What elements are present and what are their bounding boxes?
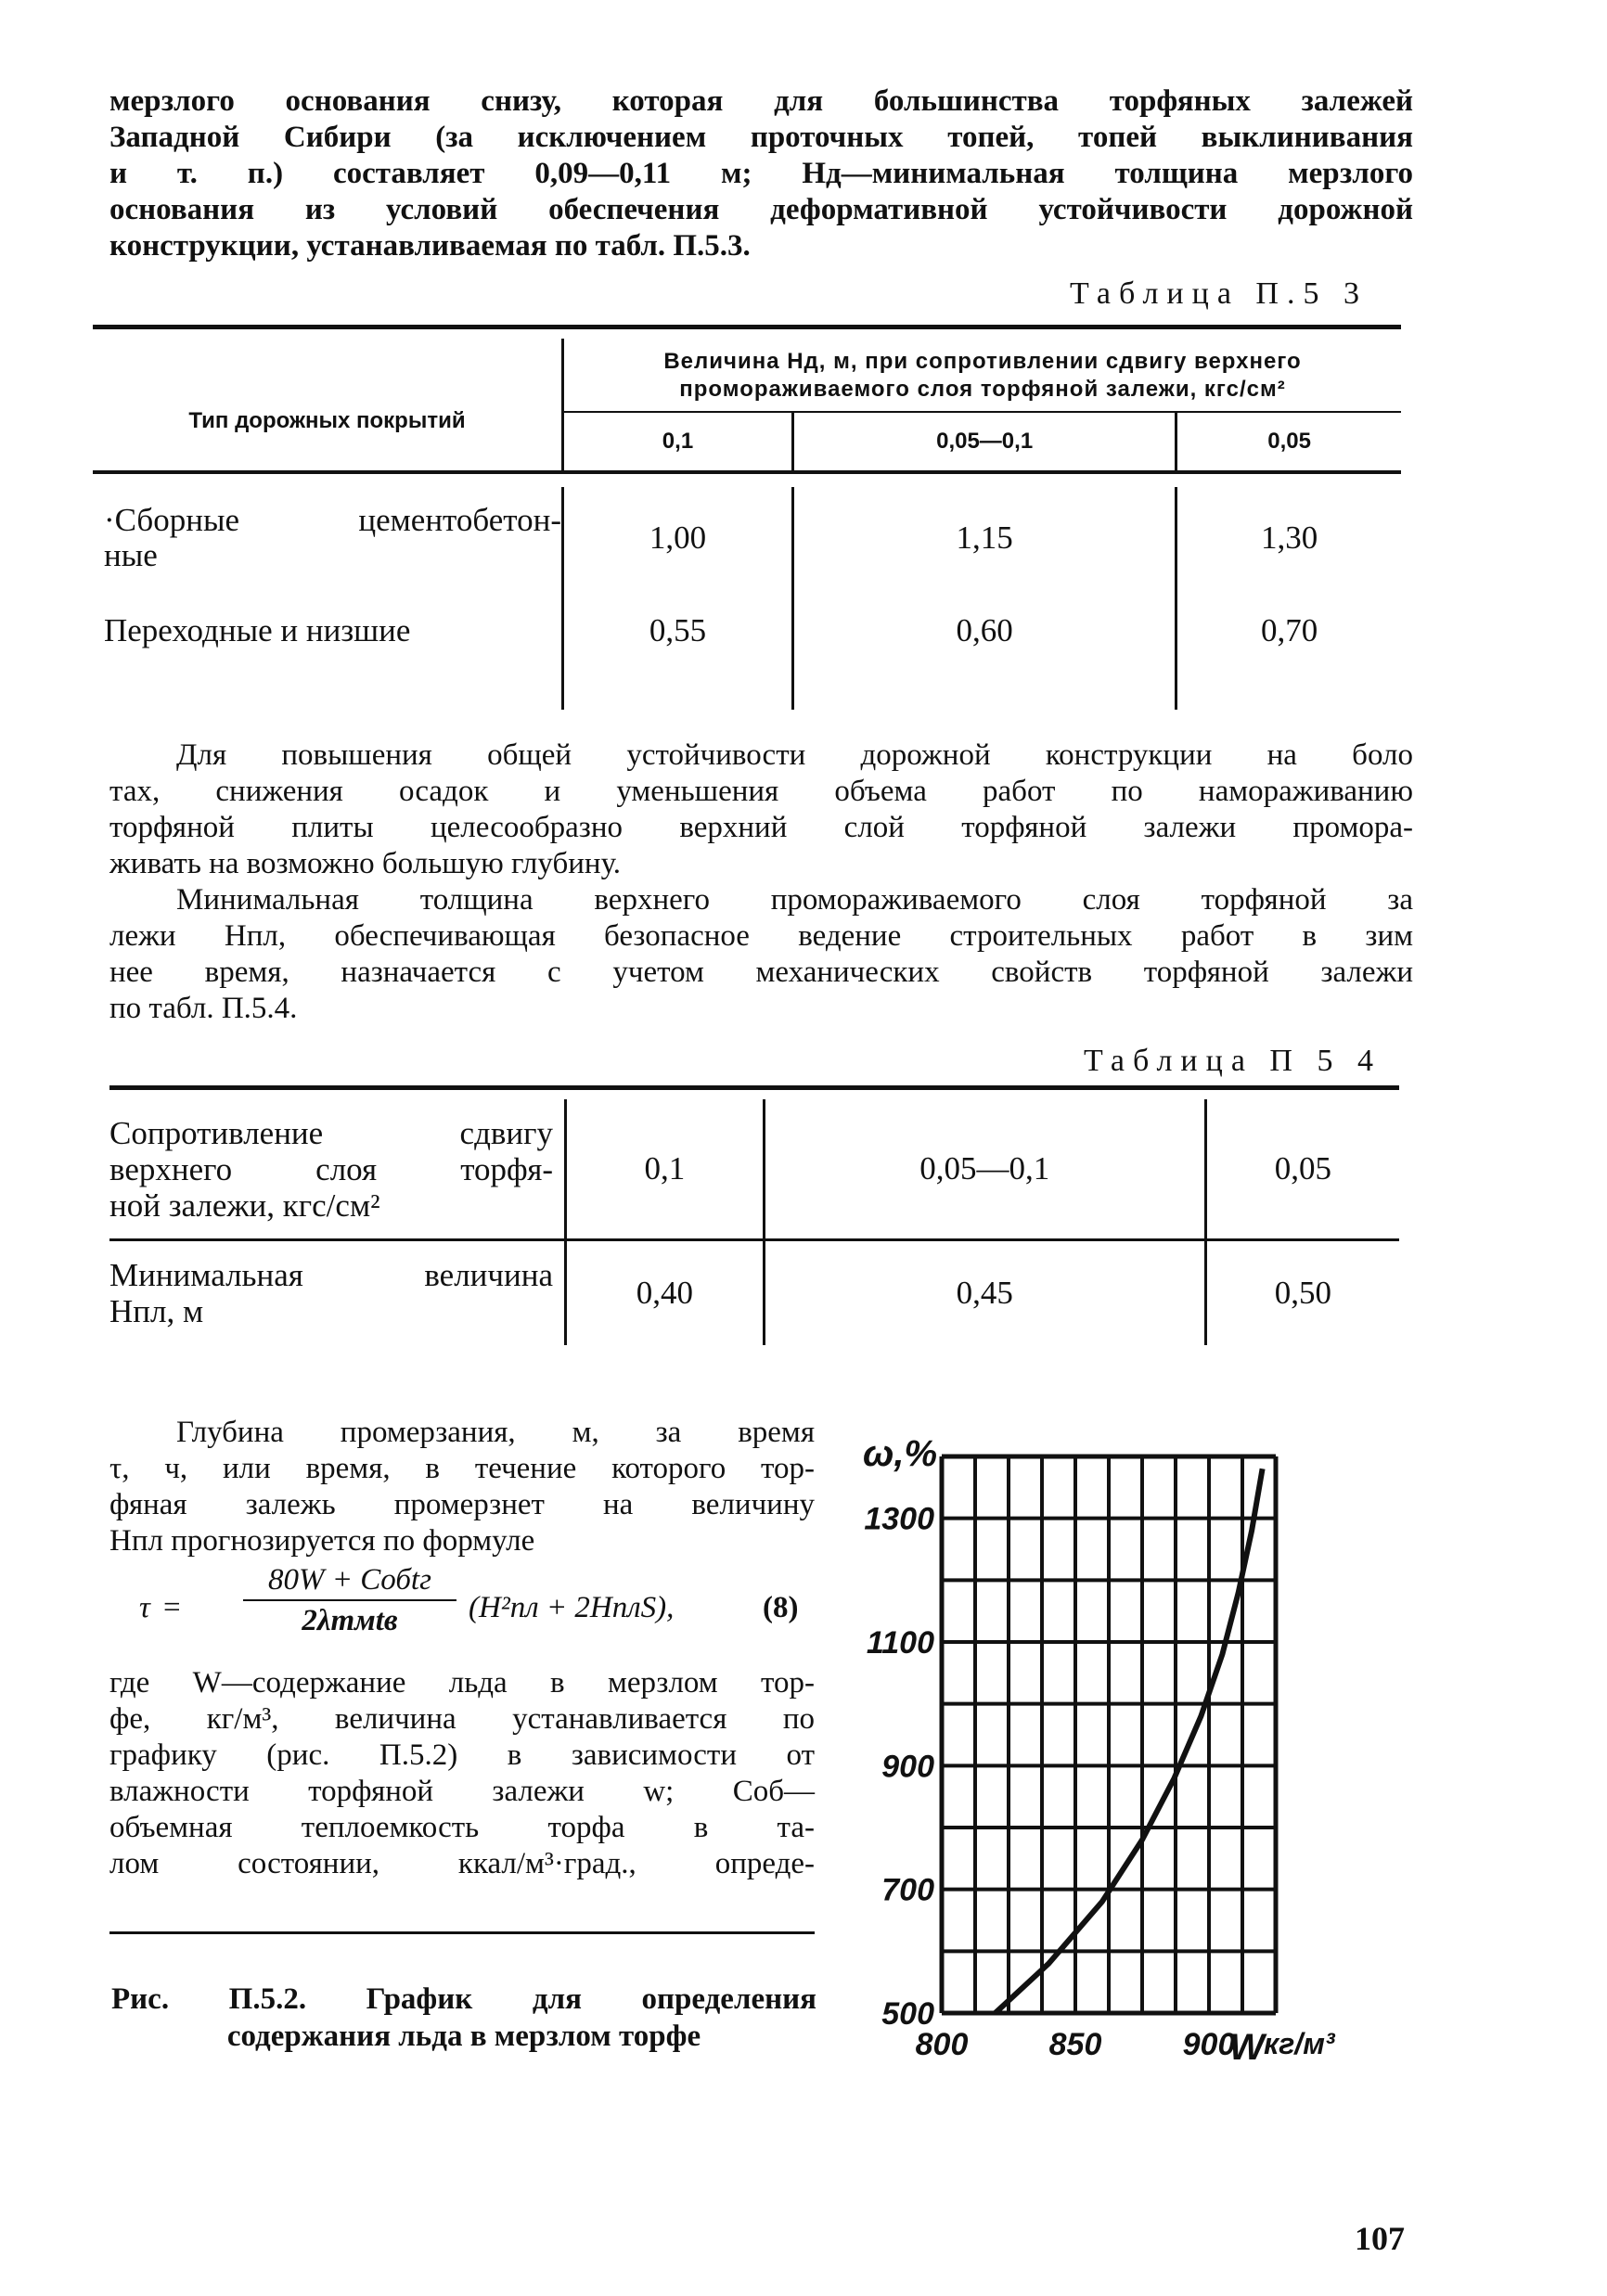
table-cell: 1,00 (649, 519, 707, 556)
table-cell: 0,55 (649, 612, 707, 648)
chart-x-tick-label: 850 (1048, 2027, 1102, 2062)
table-p54-caption: Таблица П 5 4 (1084, 1044, 1382, 1078)
table-p53 (93, 325, 1401, 710)
depth-line: фяная залежь промерзнет на величину (109, 1488, 815, 1521)
intro-line-5: конструкции, устанавливаемая по табл. П.5.3. (109, 229, 751, 263)
figure-divider (109, 1931, 815, 1934)
para3-line: нее время, назначается с учетом механических свойств торфяной залежи (109, 956, 1413, 989)
depth-paragraph (109, 1415, 815, 1559)
where-line: лом состоянии, ккал/м³·град., опреде- (109, 1847, 815, 1880)
table-p53-header-type: Тип дорожных покрытий (93, 339, 563, 472)
table-p53-subheader: 0,05—0,1 (792, 412, 1176, 472)
table-row (93, 589, 1401, 673)
table-p53-subheader: 0,1 (662, 429, 694, 454)
figure-caption-line-1: Рис. П.5.2. График для определения (111, 1982, 816, 2016)
formula-number: (8) (763, 1591, 799, 1624)
where-line: где W—содержание льда в мерзлом тор- (109, 1666, 815, 1700)
chart-x-tick-label: 900 (1182, 2027, 1236, 2062)
intro-line-2: Западной Сибири (за исключением проточных топей, топей выклинивания (109, 121, 1413, 154)
chart-x-axis-unit: кг/м³ (1264, 2027, 1335, 2060)
middle-paragraphs (109, 738, 1413, 1027)
chart-y-tick-label: 700 (881, 1872, 934, 1908)
para2-line: торфяной плиты целесообразно верхний слой торфяной залежи промора- (109, 811, 1413, 844)
intro-line-4: основания из условий обеспечения деформативной устойчивости дорожной (109, 193, 1413, 226)
intro-line-3: и т. п.) составляет 0,09—0,11 м; Hд—минимальная толщина мерзлого (109, 157, 1413, 190)
table-row (109, 1240, 1399, 1346)
table-p53-row-label: Переходные и низшие (93, 589, 563, 673)
chart-x-tick-label: 800 (915, 2027, 969, 2062)
where-line: фе, кг/м³, величина устанавливается по (109, 1702, 815, 1736)
formula-8 (139, 1563, 826, 1647)
formula-numerator: 80W + Cобtг (243, 1563, 456, 1601)
table-row (109, 1099, 1399, 1240)
table-cell: 0,45 (764, 1240, 1205, 1346)
formula-factor: (H²пл + 2HплS), (469, 1591, 675, 1624)
para3-line: по табл. П.5.4. (109, 992, 298, 1025)
where-line: графику (рис. П.5.2) в зависимости от (109, 1738, 815, 1772)
figure-caption-line-2: содержания льда в мерзлом торфе (226, 2020, 701, 2053)
formula-lhs: τ (139, 1591, 150, 1624)
para2-line: живать на возможно большую глубину. (109, 847, 622, 880)
chart-y-tick-label: 1300 (864, 1501, 934, 1537)
para3-line: Минимальная толщина верхнего промораживаемого слоя торфяной за (176, 883, 1413, 917)
table-row (93, 487, 1401, 589)
para2-line: Для повышения общей устойчивости дорожной конструкции на боло (176, 738, 1413, 772)
where-line: объемная теплоемкость торфа в та- (109, 1811, 815, 1844)
page-number: 107 (1355, 2220, 1405, 2257)
formula-denominator: 2λтмtв (302, 1604, 398, 1637)
depth-line: Hпл прогнозируется по формуле (109, 1524, 535, 1558)
table-p53-caption: Таблица П.5 3 (1070, 276, 1368, 311)
table-cell: 1,15 (792, 487, 1176, 589)
table-cell: 0,50 (1205, 1240, 1399, 1346)
ice-content-chart (816, 1419, 1410, 2087)
table-p54 (109, 1085, 1399, 1345)
where-line: влажности торфяной залежи w; Cоб— (109, 1775, 815, 1808)
table-p53-row-label: ·Сборные цементобетон- ные (93, 487, 563, 589)
figure-caption (111, 1981, 816, 2055)
intro-line-1: мерзлого основания снизу, которая для большинства торфяных залежей (109, 84, 1413, 118)
para2-line: тах, снижения осадок и уменьшения объема работ по намораживанию (109, 775, 1413, 808)
table-cell: 0,60 (792, 589, 1176, 673)
where-paragraph (109, 1665, 815, 1882)
table-cell: 0,05—0,1 (764, 1099, 1205, 1240)
depth-line: Глубина промерзания, м, за время (176, 1416, 815, 1449)
table-cell: 0,40 (636, 1275, 694, 1311)
chart-x-ticks (916, 2027, 1236, 2062)
table-p53-subheader: 0,05 (1176, 412, 1401, 472)
chart-x-axis-label: W (1229, 2027, 1265, 2068)
table-cell: 0,1 (566, 1099, 765, 1240)
depth-line: τ, ч, или время, в течение которого тор- (109, 1452, 815, 1485)
chart-series-line (996, 1469, 1263, 2013)
chart-y-tick-label: 900 (881, 1749, 934, 1785)
table-cell: 0,70 (1176, 589, 1401, 673)
table-p54-row-label: Сопротивление сдвигу верхнего слоя торфя- ной залежи, кгс/см² (109, 1099, 566, 1240)
table-cell: 0,05 (1205, 1099, 1399, 1240)
table-cell: 1,30 (1176, 487, 1401, 589)
chart-y-ticks (864, 1502, 934, 2032)
table-p53-header-group: Величина Hд, м, при сопротивлении сдвигу верхнего промораживаемого слоя торфяной залежи, кгс/см² (563, 339, 1402, 412)
chart-grid (942, 1456, 1276, 2013)
formula-equals: = (163, 1591, 181, 1624)
intro-paragraph (109, 83, 1413, 264)
chart-y-tick-label: 1100 (866, 1625, 934, 1661)
table-p54-row-label: Минимальная величина Hпл, м (109, 1240, 566, 1346)
para3-line: лежи Hпл, обеспечивающая безопасное ведение строительных работ в зим (109, 919, 1413, 953)
chart-y-tick-label: 500 (881, 1996, 934, 2032)
chart-y-axis-label: ω,% (863, 1433, 938, 1474)
